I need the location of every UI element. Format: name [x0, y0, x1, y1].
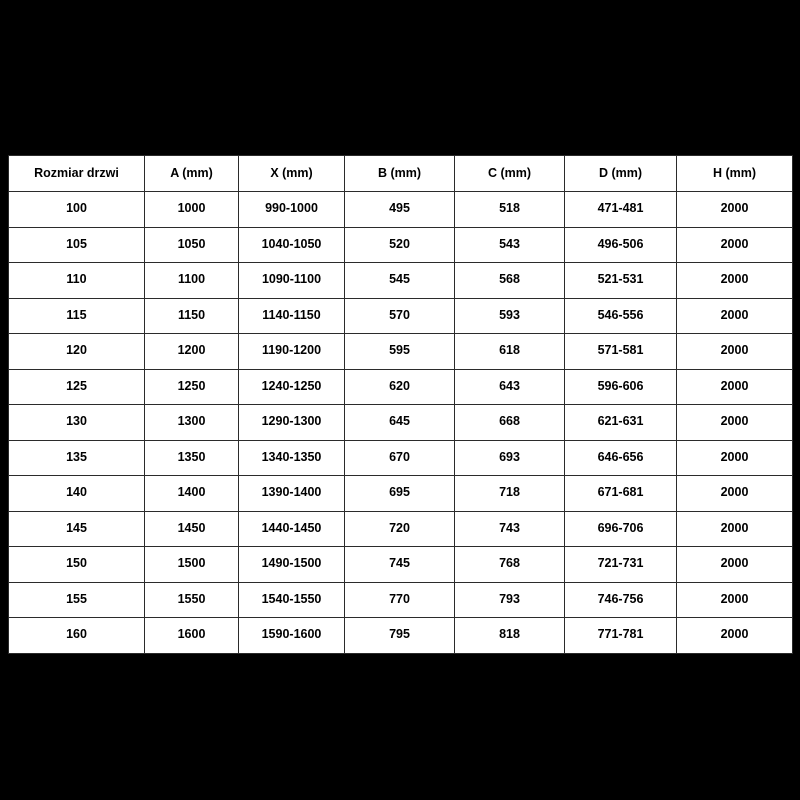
table-row	[9, 298, 793, 334]
table-row	[9, 263, 793, 299]
cell-x: 1590-1600	[239, 618, 345, 654]
cell-door-size: 160	[9, 618, 145, 654]
cell-x: 1540-1550	[239, 582, 345, 618]
cell-b: 570	[345, 298, 455, 334]
cell-h: 2000	[677, 511, 793, 547]
cell-d: 596-606	[565, 369, 677, 405]
cell-a: 1250	[145, 369, 239, 405]
cell-a: 1600	[145, 618, 239, 654]
table-row	[9, 369, 793, 405]
cell-c: 668	[455, 405, 565, 441]
cell-c: 768	[455, 547, 565, 583]
cell-x: 1240-1250	[239, 369, 345, 405]
table-row	[9, 582, 793, 618]
cell-x: 1340-1350	[239, 440, 345, 476]
cell-d: 621-631	[565, 405, 677, 441]
column-header-door-size: Rozmiar drzwi	[9, 156, 145, 192]
table-row	[9, 476, 793, 512]
cell-b: 645	[345, 405, 455, 441]
cell-a: 1200	[145, 334, 239, 370]
cell-d: 496-506	[565, 227, 677, 263]
cell-d: 571-581	[565, 334, 677, 370]
cell-h: 2000	[677, 618, 793, 654]
cell-door-size: 125	[9, 369, 145, 405]
cell-d: 671-681	[565, 476, 677, 512]
cell-h: 2000	[677, 547, 793, 583]
cell-x: 1440-1450	[239, 511, 345, 547]
cell-h: 2000	[677, 334, 793, 370]
cell-door-size: 120	[9, 334, 145, 370]
cell-b: 620	[345, 369, 455, 405]
cell-b: 770	[345, 582, 455, 618]
cell-a: 1000	[145, 192, 239, 228]
column-header-d: D (mm)	[565, 156, 677, 192]
column-header-h: H (mm)	[677, 156, 793, 192]
table-row	[9, 511, 793, 547]
cell-c: 618	[455, 334, 565, 370]
cell-x: 1490-1500	[239, 547, 345, 583]
cell-door-size: 100	[9, 192, 145, 228]
cell-door-size: 110	[9, 263, 145, 299]
cell-door-size: 115	[9, 298, 145, 334]
cell-c: 818	[455, 618, 565, 654]
cell-b: 695	[345, 476, 455, 512]
cell-b: 670	[345, 440, 455, 476]
cell-door-size: 105	[9, 227, 145, 263]
cell-c: 793	[455, 582, 565, 618]
cell-a: 1500	[145, 547, 239, 583]
cell-door-size: 150	[9, 547, 145, 583]
cell-c: 643	[455, 369, 565, 405]
table-row	[9, 334, 793, 370]
cell-c: 693	[455, 440, 565, 476]
cell-d: 696-706	[565, 511, 677, 547]
cell-d: 546-556	[565, 298, 677, 334]
spec-table-container	[8, 155, 792, 654]
cell-c: 543	[455, 227, 565, 263]
cell-a: 1400	[145, 476, 239, 512]
cell-c: 743	[455, 511, 565, 547]
cell-a: 1050	[145, 227, 239, 263]
cell-door-size: 135	[9, 440, 145, 476]
cell-x: 1290-1300	[239, 405, 345, 441]
cell-b: 545	[345, 263, 455, 299]
cell-h: 2000	[677, 227, 793, 263]
cell-c: 718	[455, 476, 565, 512]
cell-a: 1450	[145, 511, 239, 547]
cell-door-size: 155	[9, 582, 145, 618]
table-row	[9, 192, 793, 228]
table-row	[9, 618, 793, 654]
cell-a: 1350	[145, 440, 239, 476]
cell-d: 721-731	[565, 547, 677, 583]
cell-b: 745	[345, 547, 455, 583]
cell-d: 746-756	[565, 582, 677, 618]
column-header-b: B (mm)	[345, 156, 455, 192]
cell-b: 595	[345, 334, 455, 370]
column-header-c: C (mm)	[455, 156, 565, 192]
table-header	[9, 156, 793, 192]
cell-h: 2000	[677, 192, 793, 228]
cell-h: 2000	[677, 405, 793, 441]
table-body	[9, 192, 793, 654]
cell-c: 568	[455, 263, 565, 299]
cell-a: 1150	[145, 298, 239, 334]
cell-door-size: 140	[9, 476, 145, 512]
cell-c: 518	[455, 192, 565, 228]
column-header-x: X (mm)	[239, 156, 345, 192]
cell-d: 646-656	[565, 440, 677, 476]
table-row	[9, 547, 793, 583]
cell-c: 593	[455, 298, 565, 334]
cell-door-size: 145	[9, 511, 145, 547]
column-header-a: A (mm)	[145, 156, 239, 192]
cell-x: 1390-1400	[239, 476, 345, 512]
cell-d: 471-481	[565, 192, 677, 228]
cell-a: 1550	[145, 582, 239, 618]
cell-h: 2000	[677, 263, 793, 299]
cell-b: 495	[345, 192, 455, 228]
cell-x: 1040-1050	[239, 227, 345, 263]
table-row	[9, 227, 793, 263]
cell-h: 2000	[677, 582, 793, 618]
cell-x: 1190-1200	[239, 334, 345, 370]
cell-a: 1100	[145, 263, 239, 299]
cell-h: 2000	[677, 476, 793, 512]
cell-x: 1140-1150	[239, 298, 345, 334]
cell-h: 2000	[677, 440, 793, 476]
cell-b: 720	[345, 511, 455, 547]
cell-door-size: 130	[9, 405, 145, 441]
table-row	[9, 405, 793, 441]
cell-a: 1300	[145, 405, 239, 441]
table-header-row	[9, 156, 793, 192]
cell-h: 2000	[677, 298, 793, 334]
cell-x: 1090-1100	[239, 263, 345, 299]
cell-b: 795	[345, 618, 455, 654]
door-size-spec-table	[8, 155, 793, 654]
table-row	[9, 440, 793, 476]
cell-d: 771-781	[565, 618, 677, 654]
cell-h: 2000	[677, 369, 793, 405]
cell-d: 521-531	[565, 263, 677, 299]
cell-b: 520	[345, 227, 455, 263]
cell-x: 990-1000	[239, 192, 345, 228]
